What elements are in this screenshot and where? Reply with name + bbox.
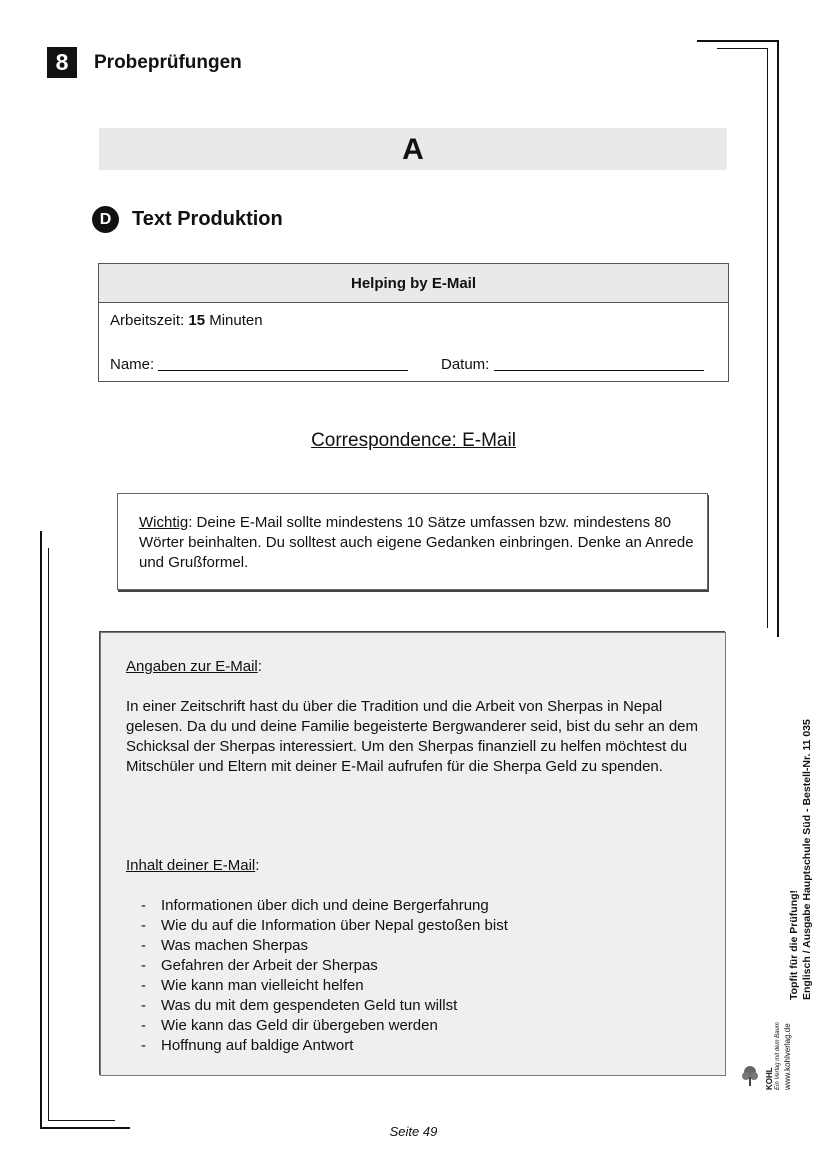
- date-label: Datum:: [441, 356, 490, 373]
- exam-version-label: A: [99, 128, 727, 170]
- correspondence-heading: Correspondence: E-Mail: [311, 430, 516, 451]
- scenario-paragraph: In einer Zeitschrift hast du über die Tradition und die Arbeit von Sherpas in Nepal gelesen. Da du und deine Familie begeisterte Bergwanderer seid, bist du sehr an dem Schicksal der Sherpas interessiert. Um den Sherpas finanziell zu helfen möchtest du Mitschüler und Eltern mit deiner E-Mail aufrufen für die Sherpa Geld zu spenden.: [126, 698, 699, 775]
- publisher-url: www.kohlverlag.de: [783, 1023, 792, 1090]
- publisher-tagline: Ein Verlag mit dem Baum: [775, 1022, 781, 1090]
- frame-bottom-left-h2: [48, 1120, 115, 1121]
- details-heading: [126, 657, 706, 677]
- details-heading-text: Angaben zur E-Mail: [126, 658, 258, 675]
- publisher-logo-text: KOHL: [765, 1067, 774, 1090]
- name-blank-line[interactable]: [158, 356, 408, 371]
- section-title: Text Produktion: [132, 208, 283, 230]
- important-text: : Deine E-Mail sollte mindestens 10 Sätze umfassen bzw. mindestens 80 Wörter beinhalten. Du solltest auch eigene Gedanken einbringen. Denke an Anrede und Grußformel.: [139, 514, 694, 571]
- working-time-unit: Minuten: [209, 312, 263, 329]
- task-title: Helping by E-Mail: [99, 264, 728, 303]
- frame-bottom-left-v2: [48, 548, 49, 1121]
- section-letter-badge: D: [92, 206, 119, 233]
- book-edition-order-number: Englisch / Ausgabe Hauptschule Süd - Bestell-Nr. 11 035: [801, 719, 813, 1000]
- date-blank-line[interactable]: [494, 356, 704, 371]
- list-item: - Was du mit dem gespendeten Geld tun willst: [141, 996, 508, 1016]
- content-heading: [126, 856, 706, 876]
- list-item: - Wie du auf die Information über Nepal gestoßen bist: [141, 916, 508, 936]
- important-label: Wichtig: [139, 514, 189, 531]
- list-item: - Hoffnung auf baldige Antwort: [141, 1036, 508, 1056]
- frame-top-right-v1: [777, 40, 779, 637]
- list-item: - Wie kann das Geld dir übergeben werden: [141, 1016, 508, 1036]
- page-number: Seite 49: [389, 1124, 438, 1139]
- email-details-box: [100, 632, 726, 1076]
- chapter-number-badge: 8: [47, 47, 77, 78]
- list-item: - Wie kann man vielleicht helfen: [141, 976, 508, 996]
- book-title: Topfit für die Prüfung!: [788, 889, 800, 1000]
- frame-top-right-h2: [717, 48, 767, 49]
- working-time-label: Arbeitszeit:: [110, 312, 185, 329]
- tree-logo-icon: [741, 1065, 759, 1087]
- frame-bottom-left-v1: [40, 531, 42, 1129]
- book-series-info: [788, 680, 814, 1000]
- list-item: - Gefahren der Arbeit der Sherpas: [141, 956, 508, 976]
- list-item: - Informationen über dich und deine Bergerfahrung: [141, 896, 508, 916]
- working-time-value: 15: [188, 312, 206, 329]
- list-item: - Was machen Sherpas: [141, 936, 508, 956]
- frame-top-right-h1: [697, 40, 777, 42]
- important-note-box: [117, 493, 708, 590]
- important-note: [139, 513, 694, 573]
- date-field[interactable]: [441, 356, 704, 373]
- content-heading-text: Inhalt deiner E-Mail: [126, 857, 256, 874]
- details-heading-colon: :: [257, 658, 262, 675]
- content-heading-colon: :: [255, 857, 260, 874]
- content-list: [141, 896, 508, 1056]
- name-field[interactable]: [110, 356, 408, 373]
- name-label: Name:: [110, 356, 155, 373]
- chapter-title: Probeprüfungen: [94, 52, 242, 73]
- frame-top-right-v2: [767, 48, 768, 628]
- working-time: [110, 312, 263, 329]
- publisher-info: [765, 1000, 792, 1090]
- task-info-box: [98, 263, 729, 382]
